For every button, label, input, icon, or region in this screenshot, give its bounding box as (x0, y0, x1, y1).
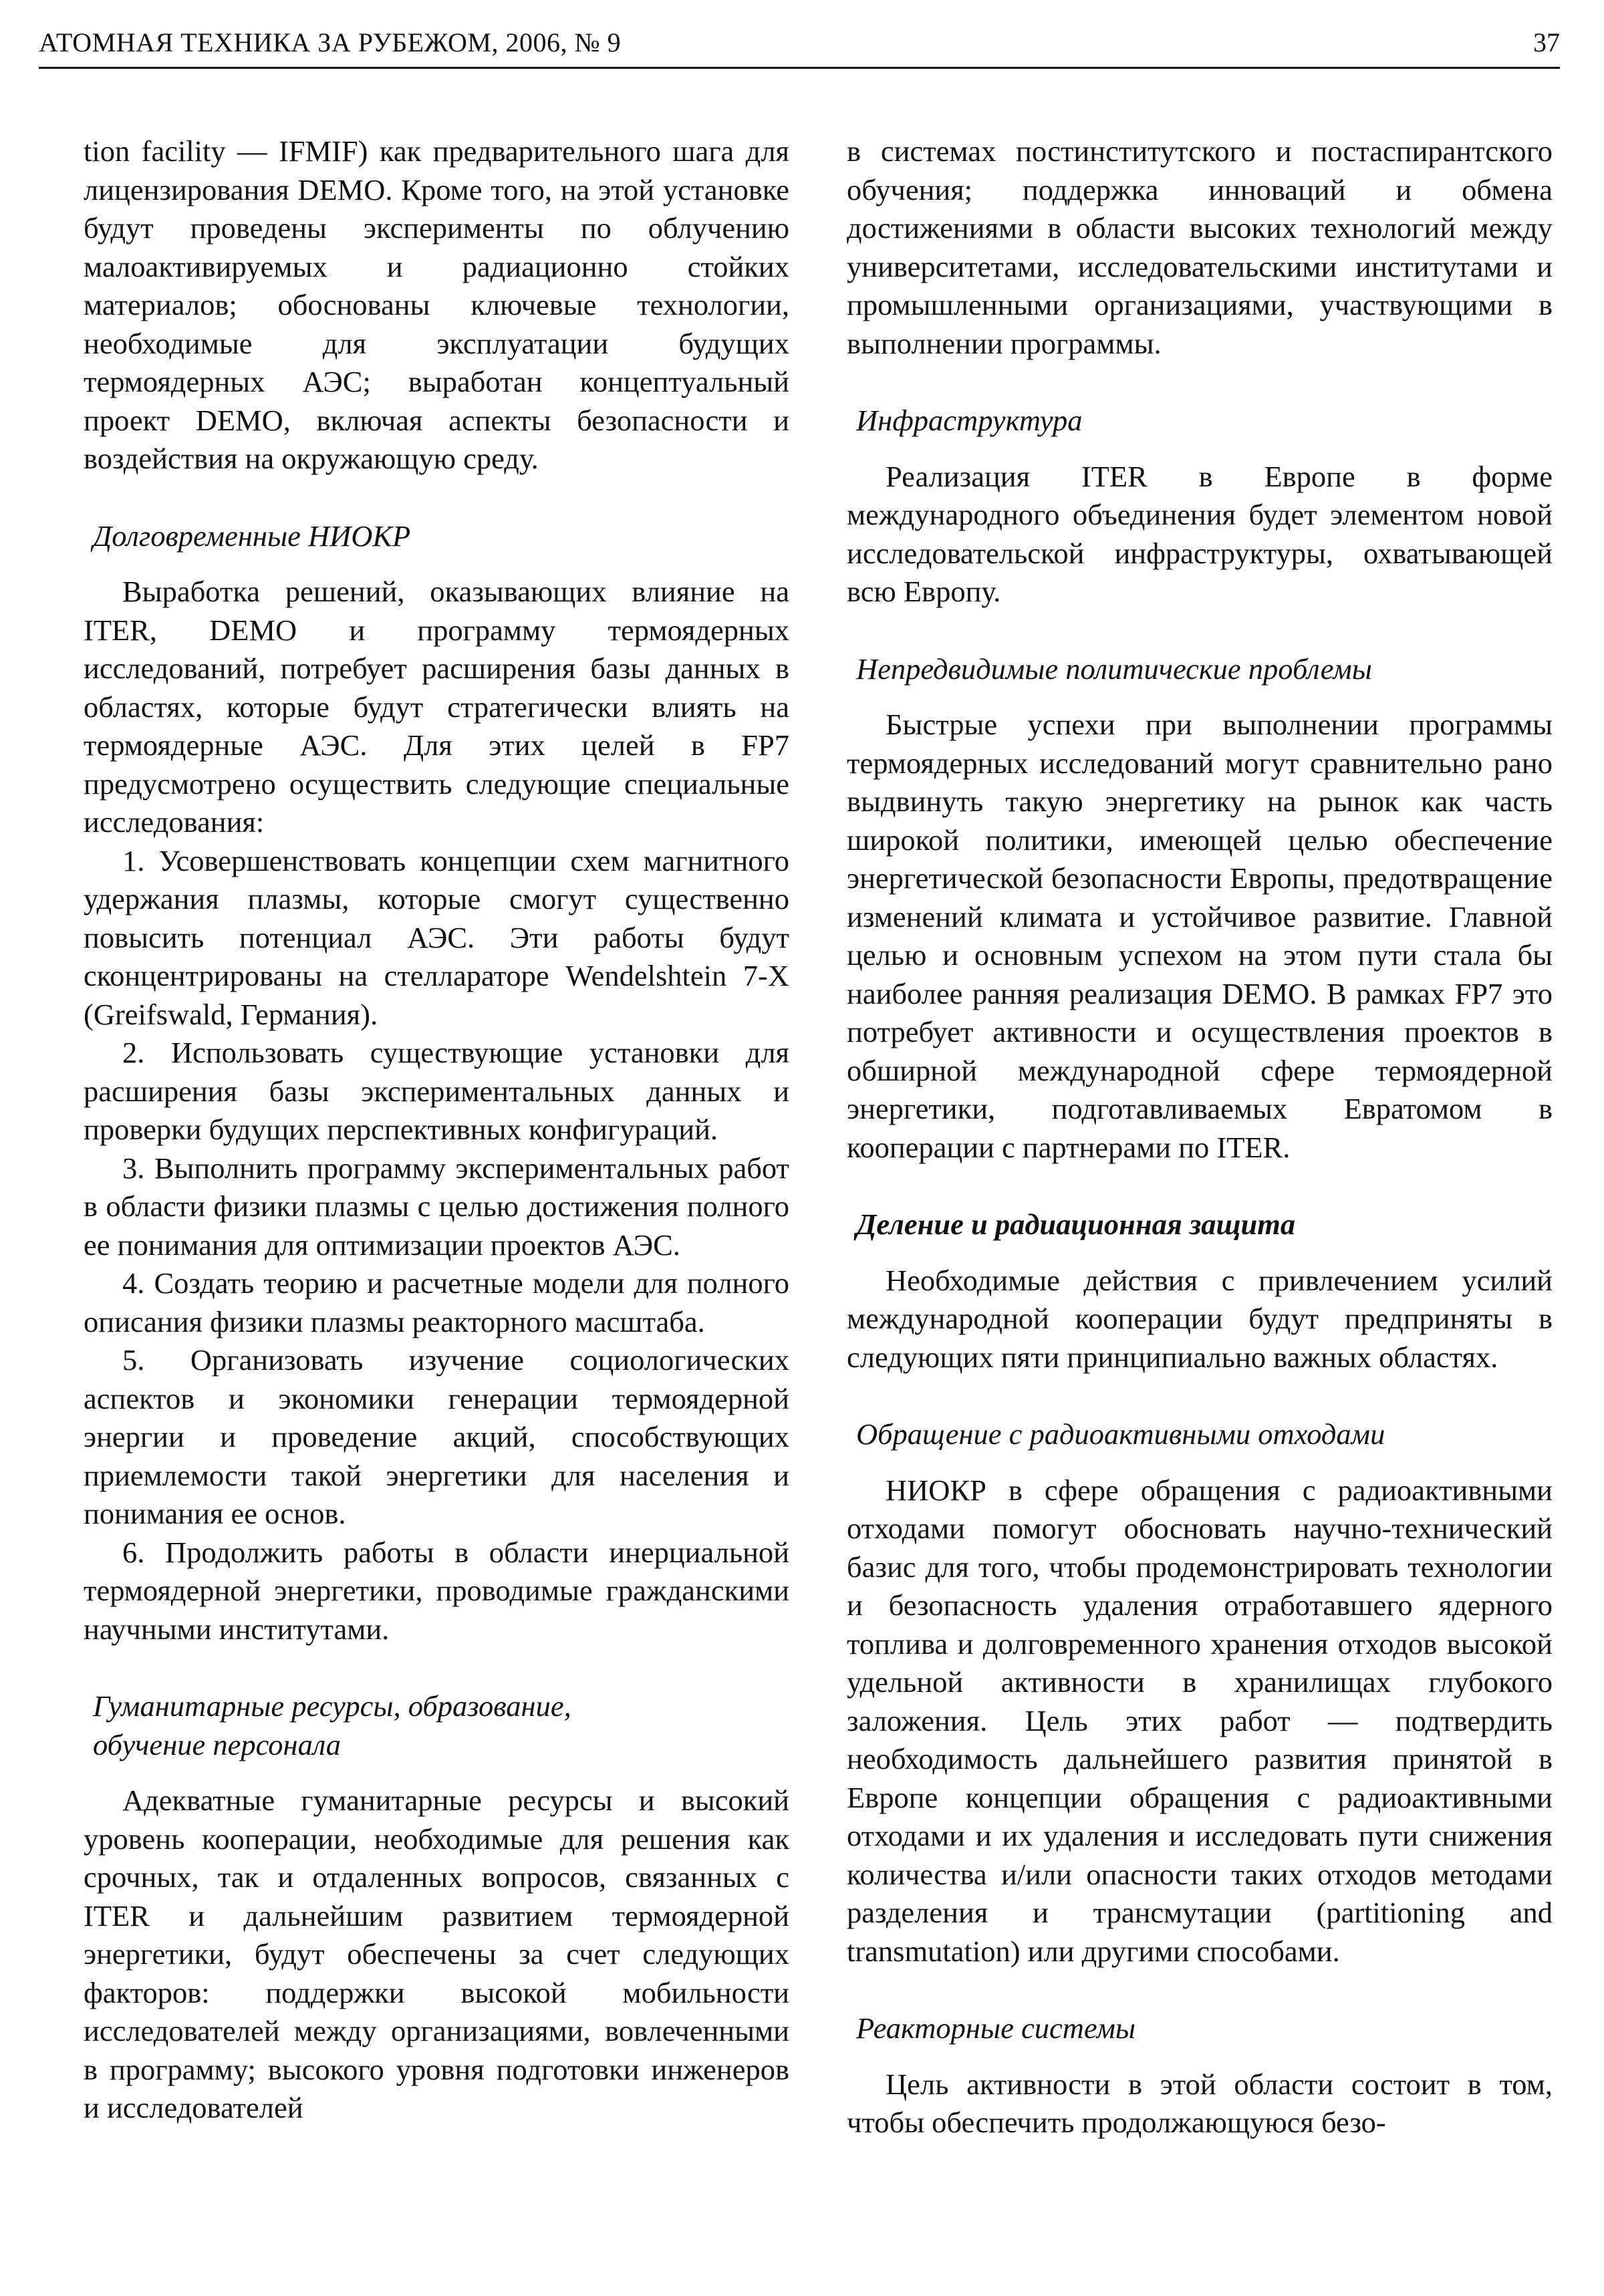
list-item-1: 1. Усовершенствовать концепции схем магнитного удержания плазмы, которые смогут существенно повысить потенциал АЭС. Эти работы будут сконцентрированы на стеллараторе Wendelshtein 7-X (Greifswald, Германия). (84, 843, 789, 1031)
heading-longterm-rnd: Долговременные НИОКР (93, 519, 411, 553)
journal-title: АТОМНАЯ ТЕХНИКА ЗА РУБЕЖОМ, 2006, № 9 (39, 27, 622, 57)
heading-political-problems: Непредвидимые политические проблемы (856, 652, 1372, 686)
list-item-2: 2. Использовать существующие установки для расширения базы экспериментальных данных и проверки будущих перспективных конфигураций. (84, 1036, 789, 1146)
list-item-4: 4. Создать теорию и расчетные модели для полного описания физики плазмы реакторного масштаба. (84, 1266, 789, 1338)
list-item-5: 5. Организовать изучение социологических аспектов и экономики генерации термоядерной энергии и проведение акций, способствующих приемлемости такой энергетики для населения и понимания ее основ. (84, 1343, 789, 1530)
paragraph-reactor-systems: Цель активности в этой области состоит в том, чтобы обеспечить продолжающуюся безо- (847, 2067, 1553, 2139)
right-column (847, 132, 1553, 2142)
running-header (39, 27, 1560, 68)
list-item-3: 3. Выполнить программу экспериментальных работ в области физики плазмы с целью достижения полного ее понимания для оптимизации проектов АЭС. (84, 1151, 789, 1262)
heading-reactor-systems: Реакторные системы (856, 2011, 1136, 2045)
paragraph-fission: Необходимые действия с привлечением усилий международной кооперации будут предприняты в следующих пяти принципиально важных областях. (847, 1263, 1553, 1374)
paragraph-intro: tion facility — IFMIF) как предварительного шага для лицензирования DEMO. Кроме того, на этой установке будут проведены эксперименты по облучению малоактивируемых и радиационно стойких материалов; обоснованы ключевые технологии, необходимые для эксплуатации будущих термоядерных АЭС; выработан концептуальный проект DEMO, включая аспекты безопасности и воздействия на окружающую среду. (84, 134, 789, 475)
heading-fission-radiation-protection: Деление и радиационная защита (856, 1207, 1296, 1241)
heading-human-resources-line2: обучение персонала (93, 1727, 342, 1761)
page-number: 37 (1533, 27, 1560, 57)
paragraph-longterm: Выработка решений, оказывающих влияние на ITER, DEMO и программу термоядерных исследований, потребует расширения базы данных в областях, которые будут стратегически влиять на термоядерные АЭС. Для этих целей в FP7 предусмотрено осуществить следующие специальные исследования: (84, 575, 789, 839)
list-item-6: 6. Продолжить работы в области инерциальной термоядерной энергетики, проводимые гражданскими научными институтами. (84, 1535, 789, 1646)
heading-human-resources (93, 1687, 789, 1764)
paragraph-continuation: в системах постинститутского и постаспирантского обучения; поддержка инноваций и обмена достижениями в области высоких технологий между университетами, исследовательскими институтами и промышленными организациями, участвующими в выполнении программы. (847, 134, 1553, 360)
header-rule (39, 67, 1560, 69)
heading-radioactive-waste: Обращение с радиоактивными отходами (856, 1417, 1385, 1451)
paragraph-human-resources: Адекватные гуманитарные ресурсы и высокий уровень кооперации, необходимые для решения как срочных, так и отдаленных вопросов, связанных с ITER и дальнейшим развитием термоядерной энергетики, будут обеспечены за счет следующих факторов: поддержки высокой мобильности исследователей между организациями, вовлеченными в программу; высокого уровня подготовки инженеров и исследователей (84, 1783, 789, 2124)
paragraph-radioactive-waste: НИОКР в сфере обращения с радиоактивными отходами помогут обосновать научно-технический базис для того, чтобы продемонстрировать технологии и безопасность удаления отработавшего ядерного топлива и долговременного хранения отходов высокой удельной активности в хранилищах глубокого заложения. Цель этих работ — подтвердить необходимость дальнейшего развития принятой в Европе концепции обращения с радиоактивными отходами и их удаления и исследовать пути снижения количества и/или опасности таких отходов методами разделения и трансмутации (partitioning and transmutation) или другими способами. (847, 1473, 1553, 1968)
heading-human-resources-line1: Гуманитарные ресурсы, образование, (93, 1689, 571, 1723)
heading-infrastructure: Инфраструктура (856, 404, 1083, 437)
paragraph-political-problems: Быстрые успехи при выполнении программы термоядерных исследований могут сравнительно рано выдвинуть такую энергетику на рынок как часть широкой политики, имеющей целью обеспечение энергетической безопасности Европы, предотвращение изменений климата и устойчивое развитие. Главной целью и основным успехом на этом пути стала бы наиболее ранняя реализация DEMO. В рамках FP7 это потребует активности и осуществления проектов в обширной международной сфере термоядерной энергетики, подготавливаемых Евратомом в кооперации с партнерами по ITER. (847, 708, 1553, 1164)
left-column (84, 132, 789, 2128)
paragraph-infrastructure: Реализация ITER в Европе в форме международного объединения будет элементом новой исследовательской инфраструктуры, охватывающей всю Европу. (847, 459, 1553, 608)
